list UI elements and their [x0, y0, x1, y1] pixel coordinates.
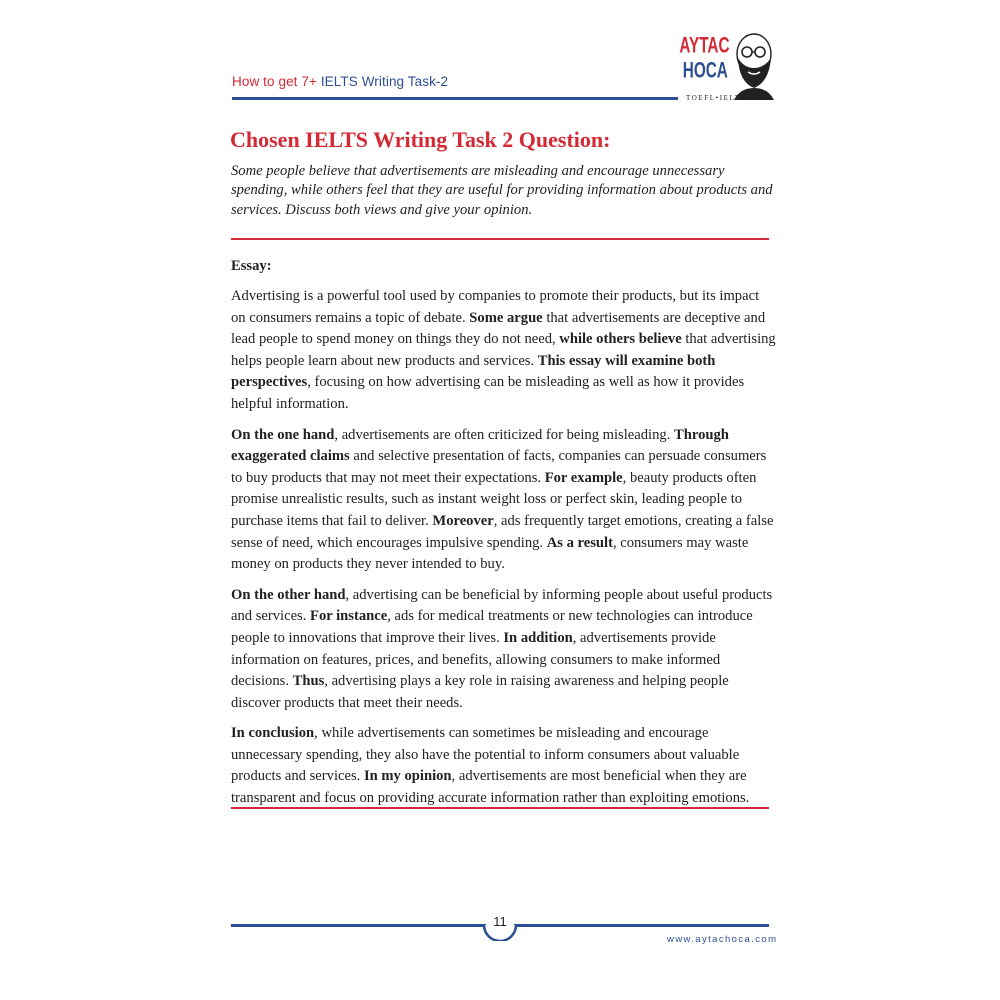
footer-rule-left	[231, 924, 486, 927]
portrait-illustration	[734, 34, 774, 100]
question-divider	[231, 238, 769, 240]
essay-phrase-bold: In my opinion	[363, 768, 452, 785]
essay-paragraph	[231, 585, 776, 715]
essay-phrase-bold: Moreover	[432, 512, 494, 529]
essay-text: and selective presentation of facts, companies can persuade consumers to buy products that may not meet their expectations.	[231, 448, 767, 486]
essay-phrase-bold: Through exaggerated claims	[231, 426, 729, 465]
essay-phrase-bold: In addition	[503, 629, 573, 646]
essay-phrase-bold: On the one hand	[231, 426, 335, 443]
aytac-hoca-logo	[676, 24, 776, 104]
question-text: Some people believe that advertisements are misleading and encourage unnecessary spending, while others feel that they are useful for providing information about products and services. Discuss both views and give your opinion.	[231, 163, 773, 218]
running-header	[232, 74, 448, 89]
essay-text: , consumers may waste money on products they never intended to buy.	[231, 534, 749, 573]
logo-tagline: TOEFL•IELTS	[686, 94, 747, 102]
page-number: 11	[493, 914, 507, 929]
essay-phrase-bold: As a result	[546, 534, 613, 551]
essay-paragraph	[231, 425, 776, 576]
essay-label: Essay:	[231, 258, 272, 274]
website-url: www.aytachoca.com	[667, 934, 778, 945]
essay-phrase-bold: while others believe	[559, 331, 682, 348]
essay-body	[231, 286, 776, 819]
essay-phrase-bold: For instance	[310, 608, 388, 625]
essay-phrase-bold: Some argue	[469, 309, 543, 326]
question-title: Chosen IELTS Writing Task 2 Question:	[230, 127, 611, 152]
essay-text: , advertisements are often criticized for being misleading.	[334, 426, 674, 443]
essay-text: , ads for medical treatments or new technologies can introduce people to innovations that improve their lives.	[231, 608, 753, 646]
essay-text: , advertising plays a key role in raising awareness and helping people discover products that meet their needs.	[231, 673, 729, 711]
essay-paragraph	[231, 286, 776, 416]
essay-phrase-bold: This essay will examine both perspectives	[231, 352, 716, 391]
essay-text: , ads frequently target emotions, creating a false sense of need, which encourages impulsive spending.	[231, 512, 774, 551]
essay-text: Advertising is a powerful tool used by companies to promote their products, but its impact on consumers remains a topic of debate.	[231, 288, 760, 326]
essay-text: , advertisements provide information on features, prices, and benefits, allowing consumers to make informed decisions.	[231, 629, 721, 690]
essay-phrase-bold: On the other hand	[231, 586, 346, 603]
essay-phrase-bold: Thus	[292, 673, 325, 690]
logo-line1: AYTAC	[679, 34, 730, 59]
footer-rule-right	[514, 924, 769, 927]
essay-phrase-bold: For example	[544, 469, 623, 486]
essay-phrase-bold: In conclusion	[231, 725, 315, 742]
running-header-suffix: IELTS Writing Task-2	[316, 74, 449, 89]
header-divider	[232, 97, 678, 100]
essay-text: that advertising helps people learn about new products and services.	[231, 331, 776, 369]
essay-divider	[231, 807, 769, 809]
running-header-prefix: How to get 7+	[232, 74, 317, 89]
essay-text: , while advertisements can sometimes be misleading and encourage unnecessary spending, they also have the potential to inform consumers about valuable products and services.	[231, 725, 740, 785]
essay-text: , beauty products often promise unrealistic results, such as instant weight loss or perfect skin, leading people to purchase items that fail to deliver.	[231, 469, 757, 529]
essay-text: that advertisements are deceptive and lead people to spend money on things they do not need,	[231, 309, 766, 348]
essay-text: , advertisements are most beneficial when they are transparent and focus on providing accurate information rather than exploiting emotions.	[231, 768, 750, 807]
logo-line2: HOCA	[682, 59, 728, 84]
essay-paragraph	[231, 723, 776, 809]
essay-text: , focusing on how advertising can be misleading as well as how it provides helpful information.	[231, 374, 745, 412]
essay-text: , advertising can be beneficial by informing people about useful products and services.	[231, 586, 773, 625]
